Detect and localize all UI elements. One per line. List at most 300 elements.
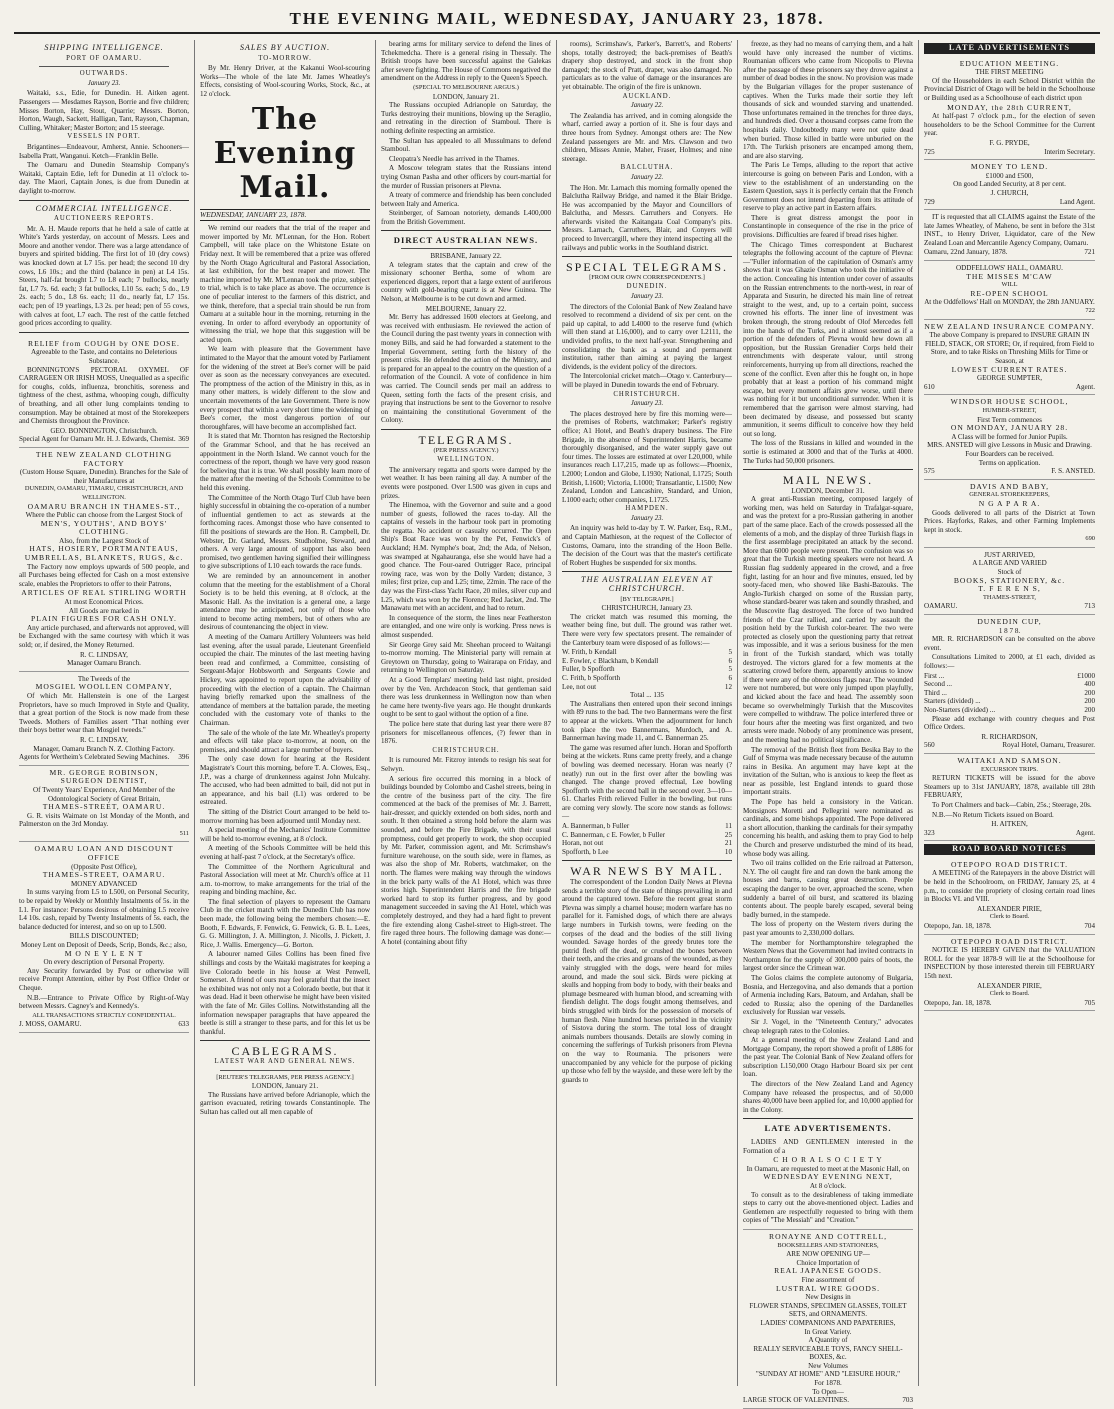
ronayne-lustral: LUSTRAL WIRE GOODS. xyxy=(775,1283,880,1293)
books-town: OAMARU. xyxy=(924,602,958,611)
auction-heading: SALES BY AUCTION. xyxy=(239,43,331,52)
ronayne-quantity: A Quantity of xyxy=(808,1336,848,1345)
loan-sub: (Opposite Post Office), xyxy=(71,862,137,871)
education-sign: F. G. PRYDE, xyxy=(989,138,1030,147)
tweeds-name: MOSGIEL WOOLLEN COMPANY, xyxy=(35,682,173,692)
shipping-text: Waitaki, s.s., Edie, for Dunedin. H. Aitken agent. Passengers — Mesdames Rayson, Borrie and five children; Misses Borton, Hay, Stout, Quarrie; Messrs. Borton, Horton, Waugh, Sackett, Halligan, Tant, Rayson, Chapman, Culling, Whitaker; Master Borton; and 15 steerage. xyxy=(19,89,189,132)
books-stock: Stock of xyxy=(997,568,1022,577)
mail-para: The directors of the New Zealand Land and Agency Company have released the prospectus, and of 50,000 shares 40,000 have been applied for, and 10,000 applied for in the Colony. xyxy=(743,1080,913,1114)
clothing-branch: OAMARU BRANCH IN THAMES-ST., xyxy=(27,501,181,511)
column-2 xyxy=(195,40,376,1386)
ronayne-variety: In Great Variety. xyxy=(804,1327,852,1336)
mail-news-heading: MAIL NEWS. xyxy=(782,473,874,488)
clothing-towns: DUNEDIN, OAMARU, TIMARU, CHRISTCHURCH, AND WELLINGTON. xyxy=(24,485,184,501)
cablegrams-dateline: LONDON, January 21. xyxy=(251,1082,319,1091)
clothing-ad xyxy=(19,448,189,672)
war-para: The loss of the Russians in killed and wounded in the sortie is estimated at 3000 and that of the Turks at 4000. The Turks had 50,000 prisoners. xyxy=(743,439,913,465)
cup-remit: Please add exchange with country cheques and Post Office Orders. xyxy=(924,714,1095,732)
score-row: Lee, not out 12 xyxy=(562,682,732,691)
war-continued: freeze, as they had no means of carrying them, and a halt would have only increased the number of victims. Roumanian officers who came from Nicopolis to Plevna after the passage of these prisoners say they drove against a number of dead bodies in the snow. No provision was made by the Bulgarian villages for the proper sustenance of captives. When the Turks made their sortie they left thousands of sick and wounded starving and unattended. Those unfortunates remained in the trenches for three days, and hundreds died. Over a thousand corpses came from the hospitals daily. Undoubtedly many were not quite dead when buried. Those killed in battle were unburied on the 17th. The Turkish prisoners are encamped among them, and are also starving. xyxy=(743,40,913,160)
loan-advanced: MONEY ADVANCED xyxy=(70,879,137,888)
auckland-heading: AUCKLAND. xyxy=(622,92,672,100)
money-ad xyxy=(924,160,1095,210)
clothing-offer: ARTICLES OF REAL STIRLING WORTH xyxy=(21,588,187,598)
clothing-sub: (Custom House Square, Dunedin). Branches for the Sale of their Manufactures at xyxy=(19,468,189,485)
loan-sign: J. MOSS, OAMARU. xyxy=(19,1020,82,1029)
insurance-ad xyxy=(924,320,1095,396)
outwards-heading: OUTWARDS. xyxy=(79,70,129,78)
loan-deeds: Money Lent on Deposit of Deeds, Scrip, Bonds, &c.; also, xyxy=(21,941,187,949)
clothing-heading: THE NEW ZEALAND CLOTHING FACTORY xyxy=(35,449,173,468)
paper-date: WEDNESDAY, JANUARY 23, 1878. xyxy=(200,209,307,219)
ronayne-open: ARE NOW OPENING UP— xyxy=(786,1250,870,1259)
road-board-bar: ROAD BOARD NOTICES xyxy=(924,844,1095,855)
prize-row: Second ... 400 xyxy=(924,680,1095,689)
auckland-text: The Zealandia has arrived, and in coming alongside the wharf, carried away a portion of it. She is four days and three hours from Sydney. Amongst others are: The New Zealand passengers are Mr. and Mrs. Clawson and two children, Misses Annie, Maher, Fraser, Holmes; and nine steerage. xyxy=(562,111,732,163)
fire-continued: rooms), Scrimshaw's, Parker's, Barrett's, and Roberts' shops, totally destroyed; the back-premises of Beath's drapery shop destroyed, and stock in the front shop damaged; the stock of Pratt, draper, was also damaged. No particulars as to the value of damage or the insurances are yet obtainable. The origin of the fire is unknown. xyxy=(562,40,732,91)
telegram-para: Sir George Grey said Mr. Sheehan proceed to Waitangi to-morrow morning. The Ministerial party will remain at Greytown on Thursday, going to Wairarapa on Friday, and returning to Wellington on Saturday. xyxy=(381,640,551,675)
editorial-para: A labourer named Giles Collins has been fined five shillings and costs by the Waitaki magistrates for keeping a live Colorado beetle in his house at West Penwell, Somerset. A friend of ours may feel grateful that the insect he exhibited was not only not a Colorado beetle, but that it was dead. Had it been otherwise he might have been visited with the fate of Mr. Giles Collins. Notwithstanding all the information newspaper paragraphs that have appeared the beetle is still a stranger to these parts, and for this let us be thankful. xyxy=(200,950,370,1036)
score-row: A. Bannerman, b Fuller 11 xyxy=(562,822,732,831)
cough-text: Agreeable to the Taste, and contains no Deleterious Substance. xyxy=(31,348,177,365)
commercial-text: Mr. A. H. Maude reports that he held a sale of cattle at White's Yards yesterday, on account of Messrs. Lees and Moore and another vendor. There was a large attendance of buyers and spirited bidding. The first lot of 10 (dry cows) was knocked down at L7 15s. per head; the second 10 dry cows, L6 10s.; and the third (balance in pen) at L4 15s. Steers, half-fat brought L7 to L8 each; 7 bullocks, nearly fat, L7 7s. 6d. each; 3 fat bullocks, L10 5s. each; 5 do., L9 2s. each; 5 do., L8 6s. each; 11 do., nearly fat, L7 15s. each; pen of 19 yearlings, L3 2s. per head; pen of 55 cows, with calves at foot, L7 each. The rest of the cattle fetched good prices according to quality. xyxy=(19,224,189,328)
special-para: Cleopatra's Needle has arrived in the Thames. xyxy=(389,154,520,163)
direct-dateline-2: MELBOURNE, January 22. xyxy=(425,304,507,313)
loan-nb: N.B.—Entrance to Private Office by Right-of-Way between Messrs. Cagney's and Kennedy's. xyxy=(19,993,189,1011)
otepopo-2-ad xyxy=(924,935,1095,1012)
loan-money: M O N E Y L E N T xyxy=(64,948,144,958)
tweeds-num: 396 xyxy=(178,753,189,762)
editorial-para: A meeting of the Schools Committee will be held this evening at half-past 7 o'clock, at the Secretary's office. xyxy=(200,844,370,861)
waitaki-heading: WAITAKI AND SAMSON. xyxy=(957,755,1062,765)
windsor-ad xyxy=(924,395,1095,479)
mail-para: The Golos claims the complete autonomy of Bulgaria, Bosnia, and Herzegovina, and also demands that a portion of Armenia including Kars, Batoum, and Ardahan, shall be ceded to Russia; also the opening of the Dardanelles exclusively for Russian war vessels. xyxy=(743,973,913,1017)
windsor-date: ON MONDAY, JANUARY 28. xyxy=(950,423,1069,433)
cablegrams-text: The Russians have arrived before Adrianople, which the garrison evacuated, retiring towards Constantinople. The Sultan has called out all men capable of xyxy=(200,1090,370,1116)
loan-bills: BILLS DISCOUNTED; xyxy=(69,932,139,941)
waitaki-text: RETURN TICKETS will be issued for the above Steamers up to 31st JANUARY, 1878, available till 28th FEBRUARY, xyxy=(924,774,1095,800)
ronayne-for: For 1878. xyxy=(814,1379,842,1388)
education-sub: THE FIRST MEETING xyxy=(975,68,1044,77)
mail-para: The member for Northamptonshire telegraphed the Western News that the Government had invited contracts in Northampton for the supply of 300,000 pairs of boots, the largest order since the Crimean war. xyxy=(743,938,913,973)
cough-heading: RELIEF from COUGH by ONE DOSE. xyxy=(28,338,180,348)
education-text-2: At half-past 7 o'clock p.m., for the election of seven householders to be the School Committee for the Current year. xyxy=(924,112,1095,138)
special-para: The Russians occupied Adrianople on Saturday, the Turks destroying their munitions, blowing up the Seraglio, and retreating in the direction of Stamboul. There is nothing definite respecting an armistice. xyxy=(381,101,551,135)
masthead xyxy=(14,6,1100,34)
mail-para: Two oil trains collided on the Erie railroad at Patterson, N.Y. The oil caught fire and ran down the bank among the houses and barns, causing great destruction. People escaping the danger to be over, approached the scene, when suddenly a barrel of oil burst, and scattered its blazing contents about. The people barely escaped, several being badly burned, in the stampede. xyxy=(743,859,913,919)
money-amounts: £1000 and £500, xyxy=(985,171,1034,180)
balclutha-date: January 22. xyxy=(630,173,664,181)
insurance-sign: GEORGE SUMPTER, xyxy=(976,374,1043,383)
windsor-sign: F. S. ANSTED. xyxy=(1051,467,1095,476)
column-4 xyxy=(557,40,738,1386)
score-row: Spofforth, b Lee 10 xyxy=(562,847,732,856)
prize-row: Third ... 200 xyxy=(924,688,1095,697)
cricket-dateline: CHRISTCHURCH, January 23. xyxy=(601,604,693,613)
mail-para: The Pope has held a consistory in the Vatican. Monsignors Moretti and Pellegrini were nominated as cardinals, and some bishops appointed. The Pope delivered a short allocution, thanking the cardinals for their sympathy concerning his health, and asking them to pray God to help the Church and preserve undisturbed the mind of its head, whose body was ailing. xyxy=(743,798,913,858)
clothing-hats: HATS, HOSIERY, PORTMANTEAUS, UMBRELLAS, BLANKETS, RUGS, &c. xyxy=(24,544,184,563)
surgeon-text: Of Twenty Years' Experience, And Member of the Odontological Society of Great Britain, xyxy=(33,785,175,803)
telegram-para: At a Good Templars' meeting held last night, presided over by the Ven. Archdeacon Stock, that gentleman said there was less drunkenness in Wellington now than when he came here twenty-five years ago. He thought drunkards ought to be sent to gaol without the option of a fine. xyxy=(381,675,551,719)
cricket-scores xyxy=(562,648,732,700)
misses-text: At the Oddfellows' Hall on MONDAY, the 28th JANUARY. xyxy=(924,298,1095,307)
tweeds-role: Manager, Oamaru Branch N. Z. Clothing Factory. xyxy=(33,744,175,753)
telegrams-source: (PER PRESS AGENCY.) xyxy=(433,446,499,454)
cough-agent: Special Agent for Oamaru Mr. H. J. Edwards, Chemist. xyxy=(19,435,176,444)
masthead-title: THE EVENING MAIL, WEDNESDAY, JANUARY 23, 1878. xyxy=(289,9,825,28)
vessels-heading: VESSELS IN PORT. xyxy=(67,133,141,141)
tweeds-agents: Agents for Wertheim's Celebrated Sewing Machines. xyxy=(19,753,170,762)
score-row: W. Frith, b Kendall 5 xyxy=(562,648,732,657)
education-date: MONDAY, the 28th CURRENT, xyxy=(947,102,1072,112)
editorial-para: A meeting of the Oamaru Artillery Volunteers was held last evening, after the usual parade, Lieutenant Greenfield occupied the chair. The minutes of the last meeting having been read and confirmed, a Committee, consisting of Sergeant-Major Hobbsworth and Sergeants Cowie and Hickey, was appointed to report upon the advisability of proceeding with the election of a captain. The Chairman having briefly remarked upon the smallness of the attendance of members at the battalion parade, the meeting concluded with the customary vote of thanks to the Chairman. xyxy=(200,633,370,727)
choral-date: WEDNESDAY EVENING NEXT, xyxy=(763,1172,893,1182)
choral-extra: To consult as to the desirableness of taking immediate steps to carry out the above-mentioned object. Ladies and Gentlemen are respectfully requested to bring with them copies of "The Messiah" and "Creation." xyxy=(743,1190,913,1225)
ronayne-volumes: New Volumes xyxy=(808,1361,848,1370)
loan-post: Any Security forwarded by Post or otherwise will receive Prompt Attention, either by Post Office Order or Cheque. xyxy=(19,966,189,992)
prize-row: First ... £1000 xyxy=(924,671,1095,680)
prize-row: Starters (divided) ... 200 xyxy=(924,697,1095,706)
editorial-para: It is stated that Mr. Thornton has resigned the Rectorship of the Grammar School, and that he has received an appointment in the North Island. We cannot vouch for the correctness of the report, though we have very good reason for believing that it is true. We shall possibly learn more of the matter after the meeting of the Schools Committee to be held this evening. xyxy=(200,432,370,492)
ronayne-sunday: "SUNDAY AT HOME" AND "LEISURE HOUR," xyxy=(755,1370,901,1379)
insurance-text: The above Company is prepared to INSURE GRAIN IN FIELD, STACK, OR STORE; Or, if required, from Field to Store, and to take Risks on Threshing Mills for Time or Season, at xyxy=(924,331,1095,365)
score-row: Horan, not out 21 xyxy=(562,839,732,848)
paris-text: The Paris Le Temps, alluding to the report that active intercourse is going on between Paris and London, with a view to the establishment of an understanding on the Eastern Question, says it is perfectly certain that the French Government does not intend departing from its attitude of reserve to play an active part in Eastern affairs. xyxy=(743,161,913,213)
insurance-rates: LOWEST CURRENT RATES. xyxy=(951,364,1068,374)
late-ads-bar: LATE ADVERTISEMENTS xyxy=(924,43,1095,54)
cough-body: BONNINGTON'S PECTORAL OXYMEL OF CARRAGEEN OR IRISH MOSS, Unequalled as a specific for coughs, colds, influenza, bronchitis, soreness and tightness of the chest, asthma, whooping cough, difficulty of breathing, and all other lung complaints tending to consumption. May be obtained at most of the Storekeepers and Chemists throughout the Province. xyxy=(19,365,189,426)
choral-time: At 8 o'clock. xyxy=(809,1182,847,1190)
christchurch-para: A serious fire occurred this morning in a block of buildings bounded by Colombo and Cashel streets, being in the centre of the business part of the city. The fire commenced at the back of the premises of Mr. J. Barrett, hair-dresser, and quickly extended on both sides, north and south. It then obtained a strong hold before the alarm was sounded, and before the Fire Brigade, with their usual promptness, could get properly to work, the shop occupied by Mr. Parker, commission agent, and Mr. Scrimshaw's furniture warehouse, on the south side, were in flames, as was also the shop of Mr. Roberts, watchmaker, on the north. The flames were making way through the windows in the brick party walls of the A1 Hotel, which was three stories high. Superintendent Harris and the fire brigade worked hard to stop its further progress, and by good management succeeded in saving the A1 Hotel, which was completely destroyed, and they had a hard fight to prevent the fire extending along Cashel-street to High-street. The fire raged three hours. The following damage was done:—A hotel (containing about fifty xyxy=(381,774,551,946)
editorial-para: The final selection of players to represent the Oamaru Club in the cricket match with the Dunedin Club has now been made, the following being the members chosen:—E. Booth, F. Edwards, F. Fenwick, G. Fenwick, G. B. L. Lees, G. G. Millington, J. A. Millington, J. Nicolls, J. Pickett, J. Rice, J. Wallis. Emergency—G. Borton. xyxy=(200,897,370,949)
windsor-heading: WINDSOR HOUSE SCHOOL, xyxy=(950,397,1069,407)
ronayne-open2: To Open— xyxy=(812,1387,844,1396)
otepopo-2-text: NOTICE IS HEREBY GIVEN that the VALUATION ROLL for the year 1878-9 will lie at the Schoolhouse for INSPECTION by those interested therein till FEBRUARY 15th next. xyxy=(924,946,1095,980)
tweeds-sign: R. C. LINDSAY, xyxy=(80,735,128,744)
claims-text: IT is requested that all CLAIMS against the Estate of the late James Wheatley, of Maheno, be sent in before the 31st INST., to Henry Driver, Liquidator, care of the New Zealand Loan and Mercantile Agency Company, Oamaru. xyxy=(924,213,1095,247)
cup-consult: Consultations Limited to 2000, at £1 each, divided as follows:— xyxy=(924,653,1095,670)
money-text: On good Landed Security, at 8 per cent. xyxy=(953,180,1066,189)
score-row: Fuller, b Spofforth 5 xyxy=(562,665,732,674)
cablegrams-heading: CABLEGRAMS. xyxy=(231,1044,339,1059)
books-num: 713 xyxy=(1084,602,1095,611)
shipping-heading: SHIPPING INTELLIGENCE. xyxy=(44,43,164,52)
otepopo-2-num: 705 xyxy=(1084,998,1095,1007)
editorial-para: We remind our readers that the trial of the reaper and mower imported by Mr. M'Lennan, for the Hon. Robert Campbell, will take place on the Whitstone Estate on Friday next. It will be remembered that a prize was offered by the North Otago Agricultural and Pastoral Association, at last exhibition, for the best reaper and mower. The machine imported by Mr. M'Lennan took the prize, subject to trial, which is to take place as above. The occurrence is one of peculiar interest to the farmers of this district, and we think, therefore, that a special train should be run from Oamaru at a suitable hour in the morning, returning in the evening. In order to afford everybody an opportunity of witnessing the trial, we hope that this suggestion will be acted upon. xyxy=(200,224,370,344)
loan-address: THAMES-STREET, OAMARU. xyxy=(42,870,166,880)
editorial-para: The Committee of the Northern Agricultural and Pastoral Association will meet at Mr. Church's office at 11 a.m. to-morrow, to make arrangements for the trial of the reaping and binding machine, &c. xyxy=(200,862,370,897)
cough-ad xyxy=(19,337,189,448)
surgeon-num: 511 xyxy=(179,829,189,837)
insurance-num: 610 xyxy=(924,382,935,391)
cup-sign: R. RICHARDSON, xyxy=(981,732,1038,741)
direct-text-2: Mr. Berry has addressed 1600 electors at Geelong, and was received with enthusiasm. He reviewed the action of the Council during the past twenty years in connection with money Bills, and said he had forwarded a statement to the Imperial Government, setting forth the history of the present crisis. He defended the action of the Ministry, and is prepared for an appeal to the country on the question of a reformation of the Council. A vote of confidence in him was carried. The Council sends per mail an address to Queen, setting forth the facts of the present crisis, and praying that instructions be sent to the Governor to resolve on maintaining the constitutional Government of the Colony. xyxy=(381,313,551,425)
cable-continued: bearing arms for military service to defend the lines of Tchekmedcha. There is a general rising in Thessaly. The British troops have been successful against the Galekas after severe fighting. The House of Commons negatived the amendment on the Address in reply to the Queen's Speech. xyxy=(381,40,551,83)
waitaki-sign: H. AITKEN, xyxy=(991,820,1028,829)
otepopo-2-sign: ALEXANDER PIRIE, xyxy=(977,981,1042,990)
cricket-heading: THE AUSTRALIAN ELEVEN AT CHRISTCHURCH. xyxy=(581,575,713,594)
column-5 xyxy=(738,40,919,1405)
editorial-para: We are reminded by an announcement in another column that the meeting for the establishment of a Choral Society is to be held this evening, at 8 o'clock, at the Masonic Hall. As the invitation is a general one, a large attendance may be anticipated, not only of those who intend to become acting members, but of others who are desirous of countenancing the object in view. xyxy=(200,571,370,632)
war-news-text: The correspondent of the London Daily News at Plevna sends a terrible story of the state of things prevailing in and around the captured town. Before the recent great storm Plevna was simply a charnel house; modern warfare has no parallel for it. Famished dogs, of which there are always large numbers in Turkish towns, were feeding on the corpses of the dead and the bodies of the still living wounded. Savage hordes of the greedy brutes tore the putrid flesh off the dead, or crushed the bones between their teeth, and the cries and groans of the wounded, as they vainly struggled with the dogs, were heard for miles around, and made the soul sick. Birds were picking at skulls and hopping from body to body, with their beaks and plumage besmeared with human blood, and screaming with fiendish delight. The dogs fought among themselves, and birds struggled with birds for the possession of morsels of human flesh. Nine hundred horses perished in the vicinity of Sistova during the storm. The total loss of draught animals numbers thousands. Details are slowly coming in concerning the sufferings of Turkish prisoners from Plevna on the way to Roumania. The prisoners were unaccompanied by any vehicle for the purpose of picking up those who fell by the wayside, and these were left by the guards to xyxy=(562,878,732,1084)
dunedin-para: The Intercolonial cricket match—Otago v. Canterbury—will be played in Dunedin towards the end of February. xyxy=(562,372,732,389)
tweeds-text: Of which Mr. Hallenstein is one of the Largest Proprietors, have so much Improved in Style and Quality, that a great portion of the Stock is now made from these Tweeds. Mothers of Families assert "That nothing ever their boys better wear than Mosgiel tweeds." xyxy=(19,691,189,735)
books-ad xyxy=(924,548,1095,615)
education-role: Interim Secretary. xyxy=(1044,147,1095,156)
editorial-para: The sitting of the District Court arranged to be held to-morrow morning has been adjourned until Monday next. xyxy=(200,807,370,825)
telegram-para: The anniversary regatta and sports were damped by the wet weather. It has been raining all day. A number of the events were postponed. Over L500 was given in cups and prizes. xyxy=(381,465,551,500)
ronayne-flower: FLOWER STANDS, SPECIMEN GLASSES, TOILET SETS, and ORNAMENTS. xyxy=(749,1301,907,1319)
misses-heading: THE MISSES M'CAW xyxy=(966,271,1053,281)
clothing-goods: MEN'S, YOUTHS', AND BOYS' CLOTHING. xyxy=(40,518,168,537)
waitaki-text-2: To Port Chalmers and back—Cabin, 25s.; Steerage, 20s. xyxy=(932,800,1092,809)
cup-ad xyxy=(924,615,1095,754)
davis-heading: DAVIS AND BABY, xyxy=(969,481,1050,491)
direct-dateline-1: BRISBANE, January 22. xyxy=(430,252,502,261)
davis-num: 690 xyxy=(1085,535,1095,543)
misses-will: WILL xyxy=(1001,281,1018,289)
hampden-heading: HAMPDEN. xyxy=(625,505,669,513)
otepopo-ad xyxy=(924,858,1095,935)
education-text: Of the Householders in each School District within the Provincial District of Otago will be held in the Schoolhouse or Building used as a Schoolhouse of each district upon xyxy=(924,76,1095,102)
education-num: 725 xyxy=(924,147,935,156)
waitaki-num: 323 xyxy=(924,828,935,837)
otepopo-2-role: Clerk to Board. xyxy=(989,990,1030,998)
misses-num: 722 xyxy=(1085,307,1095,315)
paper-nameplate xyxy=(200,103,370,205)
column-6 xyxy=(919,40,1100,1386)
books-large: A LARGE AND VARIED xyxy=(972,559,1047,568)
shipping-note: The Oamaru and Dunedin Steamship Company's Waitaki, Captain Edie, left for Dunedin at 11 o'clock to-day. The Maori, Captain Jones, is due from Dunedin at daylight to-morrow. xyxy=(19,161,189,195)
special-para: A treaty of commerce and friendship has been concluded between Italy and America. xyxy=(381,191,551,208)
score-total: Total ... 135 xyxy=(630,691,664,700)
otepopo-role: Clerk to Board. xyxy=(989,913,1030,921)
clothing-where: Where the Public can choose from the Largest Stock of xyxy=(25,511,183,520)
editorial-para: The sale of the whole of the late Mr. Wheatley's property and effects will take place to-morrow, at noon, on the premises, and should attract a large number of buyers. xyxy=(200,728,370,754)
otepopo-date: Otepopo, Jan. 18, 1878. xyxy=(924,922,992,931)
columns xyxy=(14,40,1100,1405)
telegrams-place: WELLINGTON. xyxy=(437,456,495,464)
misses-reopen: RE-OPEN SCHOOL xyxy=(970,288,1049,298)
balclutha-text: The Hon. Mr. Larnach this morning formally opened the Balclutha Railway Bridge, and named it the Blair Bridge. He was accompanied by the Mayor and Councillors of Balclutha, and Messrs. Carruthers and Conyers. He afterwards visited the Kaitangata Coal Company's pits. Messrs. Larnach, Carruthers, Blair, and Conyers will proceed to Invercargill, where they intend inspecting all the railways and public works in the Southland district. xyxy=(562,183,732,252)
cup-address: Royal Hotel, Oamaru, Treasurer. xyxy=(1002,741,1095,750)
misses-hall: ODDFELLOWS' HALL, OAMARU. xyxy=(956,264,1063,273)
insurance-heading: NEW ZEALAND INSURANCE COMPANY. xyxy=(924,321,1095,331)
ronayne-num: 703 xyxy=(902,1396,913,1405)
clothing-text: The Factory now employs upwards of 500 people, and all Purchases being effected for Cash on a most extensive scale, enables the Proprietors to offer to their Patrons, xyxy=(19,562,189,588)
clothing-prices: At most Economical Prices. xyxy=(64,598,144,607)
windsor-boarders: Four Boarders can be received. xyxy=(965,449,1054,458)
cricket-scores-2 xyxy=(562,822,732,856)
ronayne-choice: Choice Importation of xyxy=(796,1258,860,1267)
davis-text: Goods delivered to all parts of the District at Town Prices. Hayforks, Rakes, and other Farming Implements kept in stock. xyxy=(924,508,1095,534)
direct-news-heading: DIRECT AUSTRALIAN NEWS. xyxy=(393,235,539,246)
ronayne-ad xyxy=(743,1230,913,1409)
otepopo-num: 704 xyxy=(1084,922,1095,931)
christchurch-2-date: January 23. xyxy=(630,400,664,408)
windsor-terms: Terms on application. xyxy=(978,458,1041,467)
cup-year: 1 8 7 8. xyxy=(998,626,1021,635)
auctioneers-heading: AUCTIONEERS REPORTS. xyxy=(53,215,155,223)
insurance-role: Agent. xyxy=(1075,382,1095,391)
otepopo-text: A MEETING of the Ratepayers in the above District will be held in the Schoolroom, on FRIDAY, January 25, at 4 p.m., to consider the propriety of closing certain road lines in Blocks VI. and VIII. xyxy=(924,869,1095,904)
cricket-after: The Australians then entered upon their second innings with 89 runs to the bad. The two Bannermans were the first to appear at the wickets. When the adjournment for lunch took place the two Bannermans, Murdoch, and A. Bannerman having made 11, and C. Bannerman 25. xyxy=(562,699,732,743)
ronayne-sub: BOOKSELLERS AND STATIONERS, xyxy=(777,1241,879,1249)
column-3 xyxy=(376,40,557,1386)
surgeon-address: THAMES-STREET, OAMARU. xyxy=(42,802,166,812)
waitaki-role: Agent. xyxy=(1075,828,1095,837)
telegrams-heading: TELEGRAMS. xyxy=(418,432,514,447)
davis-ad xyxy=(924,480,1095,548)
ronayne-new: New Designs in xyxy=(805,1293,851,1302)
waitaki-sub: EXCURSION TRIPS. xyxy=(980,765,1039,773)
christchurch-2-heading: CHRISTCHURCH. xyxy=(613,390,681,398)
clothing-marked: All Goods are marked in xyxy=(68,606,140,615)
surgeon-title: SURGEON DENTIST, xyxy=(60,776,148,786)
otepopo-sign: ALEXANDER PIRIE, xyxy=(977,904,1042,913)
loan-num: 633 xyxy=(178,1020,189,1029)
cup-text: MR. R. RICHARDSON can be consulted on the above event. xyxy=(924,635,1095,652)
education-ad xyxy=(924,57,1095,161)
loan-ad xyxy=(19,842,189,1032)
education-heading: EDUCATION MEETING. xyxy=(959,58,1060,68)
special-para: A Moscow telegram states that the Russians intend trying Osman Pasha and other officers by court-martial for the murder of Russian prisoners at Plevna. xyxy=(381,164,551,190)
special-date: LONDON, January 21. xyxy=(432,92,500,101)
score-row: C. Frith, b Spofforth 6 xyxy=(562,673,732,682)
windsor-street: HUMBER-STREET, xyxy=(982,406,1037,414)
windsor-first: First Term commences xyxy=(977,415,1042,424)
ronayne-fine: Fine assortment of xyxy=(801,1275,855,1284)
special-telegrams-source: [FROM OUR OWN CORRESPONDENTS.] xyxy=(589,273,705,281)
editorial-para: The Committee of the North Otago Turf Club have been highly successful in obtaining the co-operation of a number of influential gentlemen to act as stewards at the forthcoming races. Amongst those who have consented to fill the positions of stewards are the Hon. R. Campbell, Dr. Webster, Dr. Garland, Messrs. Studholme, Steward, and others. A very large amount of support has also been promised, two gentlemen having signified their willingness to give subscriptions of L10 each towards the race funds. xyxy=(200,493,370,571)
ronayne-toys: REALLY SERVICEABLE TOYS, FANCY SHELL-BOXES, &c. xyxy=(753,1344,903,1362)
shipping-date: January 23. xyxy=(87,79,121,87)
special-para: The Sultan has appealed to all Mussulmans to defend Stamboul. xyxy=(381,136,551,154)
books-just: JUST ARRIVED, xyxy=(984,550,1035,559)
dunedin-para: The directors of the Colonial Bank of New Zealand have resolved to recommend a dividend of six per cent. on the paid up capital, to add L4000 to the reserve fund (which will then stand at L16,000), and to carry over L2111, the undivided profits, to the next half-year. Strengthening and consolidating the bank as a sound and permanent institution, rather than aiming at paying the largest dividends, is the evident policy of the directors. xyxy=(562,302,732,371)
misses-ad xyxy=(924,261,1095,320)
money-role: Land Agent. xyxy=(1059,197,1095,206)
surgeon-ad xyxy=(19,766,189,843)
editorial-para: The only case down for hearing at the Resident Magistrate's Court this morning, before T. A. Clowes, Esq., J.P., was a charge of drunkenness against John Mulcahy. The accused, who had been admitted to bail, did not put in an appearance, and his bail (L1) was ordered to be estreated. xyxy=(200,755,370,807)
books-items: BOOKS, STATIONERY, &c. xyxy=(953,575,1066,585)
books-sign: T. F E R E N S, xyxy=(978,584,1041,594)
surgeon-heading: MR. GEORGE ROBINSON, xyxy=(49,767,159,777)
cricket-after-2: The game was resumed after lunch. Horan and Spofforth being at the wickets. Runs came pretty freely, and a change of bowling was deemed necessary. Horan was nearly (? neatly) run out in the first over after the bowling was changed. The change proved effectual, Lee bowling Spofforth with the second ball in the second over. 3—10—61. Charles Frith relieved Fuller in the bowling, but runs are coming very slowly. The score now stands as follows:— xyxy=(562,743,732,821)
choral-venue: In Oamaru, are requested to meet at the Masonic Hall, on xyxy=(746,1164,910,1173)
mail-para: The removal of the British fleet from Besika Bay to the Gulf of Smyrna was made necessary because of the autumn rains in Besika. An argument may have kept at the invitation of the Sultan, who is anxious to keep the fleet as near as possible, lest England intends to guard those important straits. xyxy=(743,745,913,797)
mail-news-date: LONDON, December 31. xyxy=(791,486,865,495)
clothing-sign: R. C. LINDSAY, xyxy=(80,650,128,659)
late-ads-heading: LATE ADVERTISEMENTS. xyxy=(764,1123,892,1134)
claims-num: 721 xyxy=(1084,248,1095,257)
otepopo-2-heading: OTEPOPO ROAD DISTRICT. xyxy=(951,936,1068,946)
paper-date-bar xyxy=(200,209,370,222)
column-1 xyxy=(14,40,195,1386)
loan-heading: OAMARU LOAN AND DISCOUNT OFFICE xyxy=(34,844,174,863)
vessels-text: Brigantines—Endeavour, Amherst, Annie. Schooners—Isabella Pratt, Wanganui. Ketch—Franklin Belle. xyxy=(19,142,189,160)
cup-heading: DUNEDIN CUP, xyxy=(977,617,1042,627)
tweeds-head: The Tweeds of the xyxy=(77,674,131,683)
hampden-text: An inquiry was held to-day by T. W. Parker, Esq., R.M., and Captain Mathieson, at the request of the Collector of Customs, Oamaru, into the stranding of the Hoon Belle. The decision of the Court was that the master's certificate of Robert Hughes be suspended for six months. xyxy=(562,524,732,567)
special-source: (SPECIAL TO MELBOURNE ARGUS.) xyxy=(413,83,519,91)
loan-personal: On every description of Personal Property. xyxy=(43,958,165,967)
christchurch-para: It is rumoured Mr. Fitzroy intends to resign his seat for Selwyn. xyxy=(381,756,551,773)
tweeds-ad xyxy=(19,672,189,766)
davis-place: N G A P A R A. xyxy=(978,498,1041,508)
cricket-source: [BY TELEGRAPH.] xyxy=(620,595,674,603)
otepopo-2-date: Otepopo, Jan. 18, 1878. xyxy=(924,998,992,1007)
mail-para: A great anti-Russian meeting, composed largely of working men, was held on Saturday in Trafalgar-square, and was the pretext for a pro-Russian gathering in another part of the same place. Each of the crowds possessed all the elements of a mob, and the display of three Turkish flags in the first assemblage precipitated an attack by the second. More than 6000 people were present. The confusion was so great that the Turkish meeting speakers were not heard. A Russian flag suddenly appeared in the crowd, and a free fight, lasting for an hour and five minutes, ensued, led by sooty-faced men, who showed like Bashi-Bazouks. The Anglo-Turkish charged on some of the Russian party, whose standard-bearer was taken and soundly thrashed, and the Muscovite flag destroyed. The force of two hundred friends of the Czar rallied, and carried by assault the position held by the Turkish color-bearer. The two were protected as closely upon the questioning party that retreat was impossible, and it was a serious business for the men in front of the Turkish standard, which was totally destroyed. The victors glared for a few moments at the scattering crowd before them, apparently anxious to know if there were any of the obnoxious flags near. The wounded were not numbered, but were only jumped upon playfully, and kicked about the face and head. The assembly soon became so overwhelmingly Turkish that the Muscovites were compelled to withdraw. The police interfered three or four hours after the meeting was first organized, and two arrests were made. Nobody of any prominence was present, and the meeting had no political significance. xyxy=(743,495,913,744)
ronayne-heading: RONAYNE AND COTTRELL, xyxy=(769,1231,887,1241)
christchurch-2-text: The places destroyed here by fire this morning were—the premises of Roberts, watchmaker; Parker's registry office; A1 Hotel, and Beath's drapery business. The Fire Brigade, in the absence of Superintendent Harris, became thoroughly disorganised, and the water supply gave out four times. The losses are estimated at over L20,000, while insurances reach L17,215, made up as follows:—Phoenix, L2000; London and Globe, L1930; National, L1725; South British, L1600; Victoria, L1000; Transatlantic, L1500; New Zealand, London and Lancashire, Standard, and Union, L1000 each; other companies, L1725. xyxy=(562,409,732,504)
ronayne-ladies: LADIES' COMPANIONS AND PAPATERIES, xyxy=(760,1318,896,1327)
choral-name: C H O R A L S O C I E T Y xyxy=(773,1155,883,1165)
mail-para: The loss of property on the Western rivers during the past year amounts to 2,330,000 dollars. xyxy=(743,920,913,937)
direct-text-1: A telegram states that the captain and crew of the missionary schooner Bertha, some of whom are experienced diggers, report that a large extent of auriferous country with gold-bearing quartz is at New Guinea. The Nelson, at Melbourne is to be cut down and armed. xyxy=(381,260,551,304)
mail-para: At a general meeting of the New Zealand Land and Mortgage Company, the report showed a profit of L886 for the past year. The Colonial Bank of New Zealand offers for subscription L150,000 Otago Harbour Board six per cent loan. xyxy=(743,1036,913,1079)
money-heading: MONEY TO LEND. xyxy=(970,162,1049,172)
telegram-para: The police here state that during last year there were 87 prisoners for miscellaneous offences, (?) fewer than in 1876. xyxy=(381,719,551,746)
auction-tomorrow: TO-MORROW. xyxy=(258,54,312,62)
books-street: THAMES-STREET, xyxy=(983,593,1036,601)
money-sign: J. CHURCH, xyxy=(990,188,1029,197)
cough-sign: GEO. BONNINGTON, Christchurch. xyxy=(50,426,158,435)
telegram-para: The Hinemoa, with the Governor and suite and a good number of guests, followed the races to-day. All the captains of vessels in the harbour took part in promoting the regatta. No accident or casualty occurred. The Open Ship's Boat Race was won by the Pet, Fenwick's of Auckland; H.M. Nymphe's boat, 2nd; the Ada, of Nelson, was swamped at Ngahauranga, else she would have had a good chance. The Four-oared Outrigger Race, principal rowing race, was won by the Dolly Varden; distance, 3 miles; first prize, cup and L25; time, 22min. The race of the day was the First-class Yacht Race, 20 miles, silver cup and L25, which was won by the Florence; Red Jacket, 2nd. The Manawatu met with an accident, and had to return. xyxy=(381,501,551,613)
dunedin-date: January 23. xyxy=(630,293,664,301)
surgeon-visits: G. R. visits Waimate on 1st Monday of the Month, and Palmerston on the 3rd Monday. xyxy=(19,811,189,829)
dunedin-heading: DUNEDIN. xyxy=(626,283,668,291)
commercial-heading: COMMERCIAL INTELLIGENCE. xyxy=(35,203,173,213)
claims-date: Oamaru, 22nd January, 1878. xyxy=(924,248,1008,257)
cough-num: 369 xyxy=(178,435,189,444)
cablegrams-sub: LATEST WAR AND GENERAL NEWS. xyxy=(214,1057,356,1065)
choral-text: LADIES AND GENTLEMEN interested in the Formation of a xyxy=(743,1138,913,1155)
windsor-text: A Class will be formed for Junior Pupils. xyxy=(951,432,1068,441)
choral-ad xyxy=(743,1135,913,1230)
score-row: E. Fowler, c Blackham, b Kendall 6 xyxy=(562,656,732,665)
special-para: Steinberger, of Samoan notoriety, demands L400,000 from the British Government. xyxy=(381,209,551,226)
war-para: There is great distress amongst the poor in Constantinople in consequence of the rise in the price of provisions. Difficulties are feared if bread rises higher. xyxy=(743,213,913,240)
editorial xyxy=(200,224,370,1036)
prize-row: Non-Starters (divided) ... 200 xyxy=(924,705,1095,714)
hampden-date: January 23. xyxy=(630,514,664,522)
cricket-text: The cricket match was resumed this morning, the weather being fine, but dull. The ground was rather wet. There were very few spectators present. The remainder of the Canterbury team were disposed of as follows:— xyxy=(562,612,732,647)
score-row: C. Bannerman, c E. Fowler, b Fuller 25 xyxy=(562,830,732,839)
war-para: The Chicago Times correspondent at Bucharest telegraphs the following account of the capture of Plevna:—"Fuller information of the capitulation of Osman's army shows that it was Ghazie Osman who took the initiative of the action. Concealing his intention under cover of assaults on the Russian entrenchments to the north-west, in rear of Apparata and Susurin, he directed his main line of retreat straight to the west, and, up to a certain point, success crowned his efforts. The inner line of investment was broken through, the strong redoubt of Olof Mercedes fell into the hands of the Turks, and it almost seemed as if a portion of the defenders of Plevna would hew down all opposition, but the Russian Grenadier Corps held their entrenchments with desperate valour, until strong reinforcements, hurrying up from all directions, reached the scene of the conflict. Even after this he fought on, in hope probably that at least a portion of his command might escape, but every moment affairs grew worse, until there was nothing for it but unconditional surrender. When it is remembered that the garrison were almost starving, had been decimated by disease, and possessed but scanty ammunition, it seems difficult to conceive how they held out so long. xyxy=(743,240,913,438)
christchurch-heading: CHRISTCHURCH. xyxy=(432,746,500,754)
davis-sub: GENERAL STOREKEEPERS, xyxy=(969,491,1050,499)
money-num: 729 xyxy=(924,197,935,206)
port-heading: PORT OF OAMARU. xyxy=(66,54,142,62)
auction-text: By Mr. Henry Driver, at the Kakanui Wool-scouring Works—The whole of the late Mr. James Wheatley's Effects, consisting of Wool-scouring Works, Stock, &c., at 12 o'clock. xyxy=(200,64,370,98)
auckland-date: January 22. xyxy=(630,102,664,110)
claims-ad xyxy=(924,210,1095,261)
telegram-para: In consequence of the storm, the lines near Featherston are entangled, and one wire only is working. Press news is almost suspended. xyxy=(381,613,551,639)
war-news-heading: WAR NEWS BY MAIL. xyxy=(570,864,724,879)
balclutha-heading: BALCLUTHA. xyxy=(620,164,674,172)
loan-text: In sums varying from L5 to L500, on Personal Security, to be repaid by Weekly or Monthly Instalments of 5s. in the L1. For instance: Persons desirous of obtaining L5 receive L4 10s. cash, repaid by Twenty Instalments of 5s. each, the balance deducted for interest, and so on up to L500. xyxy=(19,888,189,931)
waitaki-nb: N.B.—No Return Tickets issued on Board. xyxy=(932,810,1054,819)
cablegrams-source: [REUTER'S TELEGRAMS, PER PRESS AGENCY.] xyxy=(216,1073,354,1081)
clothing-plain: PLAIN FIGURES FOR CASH ONLY. xyxy=(31,614,177,624)
otepopo-heading: OTEPOPO ROAD DISTRICT. xyxy=(951,859,1068,869)
ronayne-japanese: REAL JAPANESE GOODS. xyxy=(774,1266,882,1276)
clothing-exchange: Any article purchased, and afterwards not approved, will be Exchanged with the same courtesy with which it was sold; or, if desired, the Money Returned. xyxy=(19,623,189,649)
clothing-also: Also, from the Largest Stock of xyxy=(59,536,149,545)
clothing-role: Manager Oamaru Branch. xyxy=(67,659,141,668)
editorial-para: We learn with pleasure that the Government have intimated to the Mayor that the amount voted by Parliament for the widening of the street at Bee's corner will be paid over as soon as the necessary conveyances are executed. The promptness of the action of the Ministry in this, as in many other matters, is widely different to the slow and uncertain movements of the late Government. There is now every prospect that within a very short time the widening of Bee's corner, the most dangerous portion of our thoroughfares, will have become an accomplished fact. xyxy=(200,345,371,431)
